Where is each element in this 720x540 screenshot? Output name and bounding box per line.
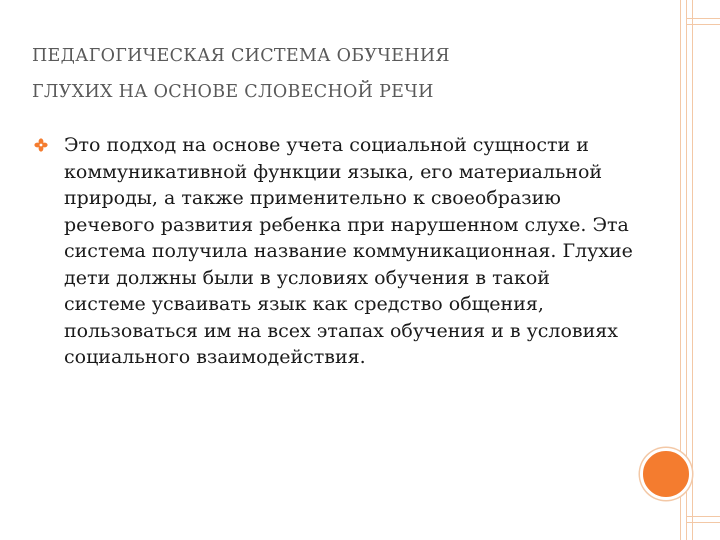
four-petal-flower-icon: [34, 138, 48, 152]
title-line-2: ГЛУХИХ НА ОСНОВЕ СЛОВЕСНОЙ РЕЧИ: [32, 82, 434, 102]
bullet-item: [34, 132, 634, 371]
frame-line: [692, 0, 693, 540]
bullet-text: Это подход на основе учета социальной сущности и коммуникативной функции языка, его материальной природы, а также применительно к своеобразию речевого развития ребенка при нарушенном слухе. Эта система получила название коммуникационная. Глухие дети должны были в условиях обучения в такой системе усваивать язык как средство общения, пользоваться им на всех этапах обучения и в условиях социального взаимодействия.: [64, 134, 633, 368]
bullet-list: [34, 132, 634, 371]
frame-line: [686, 516, 720, 517]
frame-line: [686, 18, 720, 19]
frame-line: [686, 522, 720, 523]
decorative-circle: [640, 448, 692, 500]
slide-title: [32, 38, 632, 110]
frame-line: [686, 24, 720, 25]
title-line-1: ПЕДАГОГИЧЕСКАЯ СИСТЕМА ОБУЧЕНИЯ: [32, 46, 450, 66]
